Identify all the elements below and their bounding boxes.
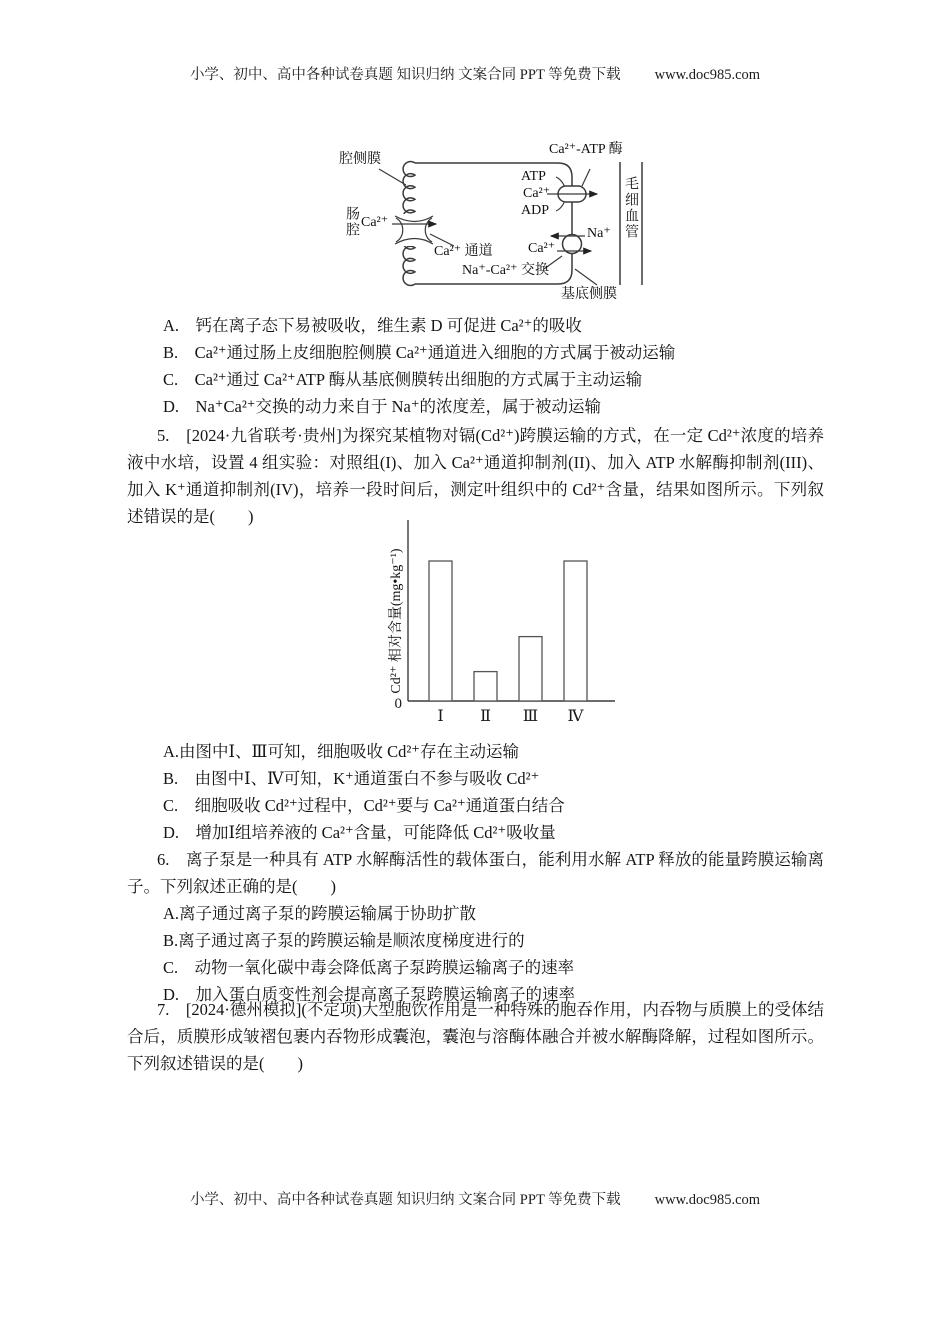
enzyme-label-pointer bbox=[582, 169, 590, 186]
question-5-options bbox=[127, 738, 824, 846]
x-tick-label: Ⅳ bbox=[567, 708, 584, 725]
y-axis-label: Cd²⁺ 相对含量(mg•kg⁻¹) bbox=[389, 548, 404, 694]
question-7-stem: 7. [2024·德州模拟](不定项)大型胞饮作用是一种特殊的胞吞作用，内吞物与质膜上的受体结合后，质膜形成皱褶包裹内吞物形成囊泡，囊泡与溶酶体融合并被水解酶降解，过程如图所示。下列叙述错误的是( ) bbox=[127, 1000, 824, 1073]
origin-label: 0 bbox=[394, 696, 402, 712]
option-line: A.离子通过离子泵的跨膜运输属于协助扩散 bbox=[163, 904, 477, 923]
cd-content-bar-chart bbox=[375, 518, 675, 736]
channel-mask bbox=[401, 214, 427, 246]
label-intestinal-lumen: 肠腔 bbox=[344, 206, 359, 238]
label-adp: ADP bbox=[521, 203, 550, 218]
question-6-stem: 6. 离子泵是一种具有 ATP 水解酶活性的载体蛋白，能利用水解 ATP 释放的能量跨膜运输离子。下列叙述正确的是( ) bbox=[127, 850, 824, 896]
option-line: C. 细胞吸收 Cd²⁺过程中，Cd²⁺要与 Ca²⁺通道蛋白结合 bbox=[163, 796, 565, 815]
bar-group-4 bbox=[564, 561, 587, 701]
option-line: A. 钙在离子态下易被吸收，维生素 D 可促进 Ca²⁺的吸收 bbox=[163, 316, 582, 335]
membrane-transport-diagram bbox=[335, 138, 665, 316]
header-url: www.doc985.com bbox=[654, 67, 761, 83]
label-ca-exchange: Ca²⁺ bbox=[528, 241, 556, 256]
label-na: Na⁺ bbox=[587, 226, 611, 241]
option-line: D. Na⁺Ca²⁺交换的动力来自于 Na⁺的浓度差，属于被动运输 bbox=[163, 397, 602, 416]
option-line: B. 由图中Ⅰ、Ⅳ可知，K⁺通道蛋白不参与吸收 Cd²⁺ bbox=[163, 769, 540, 788]
question-6-options bbox=[127, 900, 824, 1008]
label-ca-channel: Ca²⁺ 通道 bbox=[434, 244, 493, 259]
lumen-membrane-pointer bbox=[379, 169, 406, 185]
bar-group-3 bbox=[519, 637, 542, 701]
option-line: B. Ca²⁺通过肠上皮细胞腔侧膜 Ca²⁺通道进入细胞的方式属于被动运输 bbox=[163, 343, 676, 362]
x-tick-label: Ⅱ bbox=[480, 708, 491, 725]
label-atp: ATP bbox=[521, 169, 546, 184]
x-tick-label: Ⅲ bbox=[522, 708, 539, 725]
page-header bbox=[0, 63, 950, 84]
footer-text: 小学、初中、高中各种试卷真题 知识归纳 文案合同 PPT 等免费下载 bbox=[189, 1192, 621, 1208]
label-capillary: 毛细血管 bbox=[623, 176, 638, 240]
option-line: D. 加入蛋白质变性剂会提高离子泵跨膜运输离子的速率 bbox=[163, 985, 576, 1004]
option-line: B.离子通过离子泵的跨膜运输是顺浓度梯度进行的 bbox=[163, 931, 525, 950]
label-ca-pump: Ca²⁺ bbox=[523, 186, 551, 201]
bar-group-2 bbox=[474, 672, 497, 701]
label-na-ca-exchange: Na⁺-Ca²⁺ 交换 bbox=[462, 263, 550, 278]
footer-url: www.doc985.com bbox=[654, 1192, 761, 1208]
question-4-options bbox=[127, 312, 824, 420]
label-lumen-side-membrane: 腔侧膜 bbox=[339, 152, 381, 167]
option-line: A.由图中Ⅰ、Ⅲ可知，细胞吸收 Cd²⁺存在主动运输 bbox=[163, 742, 520, 761]
question-5-stem: 5. [2024·九省联考·贵州]为探究某植物对镉(Cd²⁺)跨膜运输的方式，在一定 Cd²⁺浓度的培养液中水培，设置 4 组实验：对照组(I)、加入 Ca²⁺通道抑制剂(II)、加入 ATP 水解酶抑制剂(III)、加入 K⁺通道抑制剂(IV)，培养一段时间后，测定叶组织中的 Cd²⁺含量，结果如图所示。下列叙述错误的是( ) bbox=[127, 426, 824, 526]
option-line: C. 动物一氧化碳中毒会降低离子泵跨膜运输离子的速率 bbox=[163, 958, 575, 977]
x-tick-label: Ⅰ bbox=[437, 708, 444, 725]
option-line: C. Ca²⁺通过 Ca²⁺ATP 酶从基底侧膜转出细胞的方式属于主动运输 bbox=[163, 370, 643, 389]
basolateral-pointer bbox=[575, 269, 597, 285]
label-ca-lumen: Ca²⁺ bbox=[361, 215, 389, 230]
header-text: 小学、初中、高中各种试卷真题 知识归纳 文案合同 PPT 等免费下载 bbox=[189, 67, 621, 83]
bar-chart-graphics bbox=[375, 518, 675, 736]
label-basolateral-membrane: 基底侧膜 bbox=[561, 287, 617, 302]
option-line: D. 增加Ⅰ组培养液的 Ca²⁺含量，可能降低 Cd²⁺吸收量 bbox=[163, 823, 556, 842]
label-ca-atp-enzyme: Ca²⁺-ATP 酶 bbox=[549, 142, 623, 157]
bar-group-1 bbox=[429, 561, 452, 701]
page-footer bbox=[0, 1188, 950, 1209]
